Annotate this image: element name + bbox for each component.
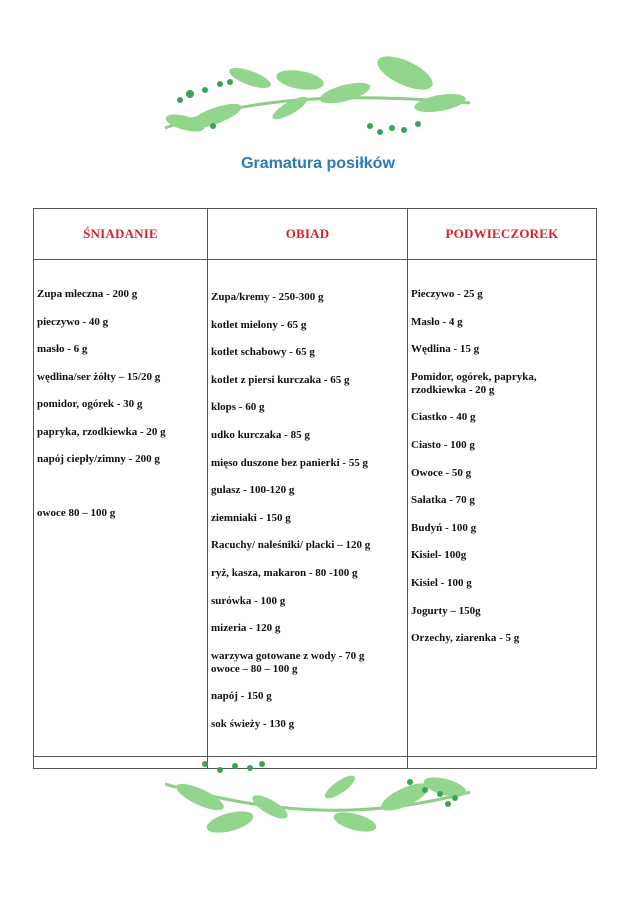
list-item: Masło - 4 g [411, 315, 463, 328]
list-item: napój ciepły/zimny - 200 g [37, 453, 160, 465]
list-item: pomidor, ogórek - 30 g [37, 398, 143, 410]
list-item: Orzechy, ziarenka - 5 g [411, 632, 520, 645]
snack-column [408, 260, 597, 757]
list-item: Budyń - 100 g [411, 521, 477, 534]
list-item: napój - 150 g [211, 690, 272, 703]
list-item: Ciasto - 100 g [411, 438, 475, 451]
list-item: Kisiel- 100g [411, 549, 467, 562]
list-item: Jogurty – 150g [411, 604, 481, 617]
snack-header: PODWIECZOREK [408, 209, 597, 260]
list-item: kotlet z piersi kurczaka - 65 g [211, 373, 350, 386]
list-item: masło - 6 g [37, 343, 88, 355]
list-item: owoce 80 – 100 g [37, 507, 116, 519]
list-item: klops - 60 g [211, 401, 265, 414]
lunch-column [208, 260, 408, 757]
list-item: gulasz - 100-120 g [211, 484, 295, 497]
list-item: mizeria - 120 g [211, 622, 281, 635]
list-item: Zupa mleczna - 200 g [37, 288, 138, 300]
leaf-garland-top-decoration [0, 48, 636, 148]
list-item: Pieczywo - 25 g [411, 288, 483, 300]
list-item: kotlet schabowy - 65 g [211, 346, 315, 359]
list-item: Sałatka - 70 g [411, 494, 475, 507]
list-item: owoce – 80 – 100 g [211, 662, 298, 675]
lunch-header: OBIAD [208, 209, 408, 260]
list-item: pieczywo - 40 g [37, 315, 109, 328]
list-item: ryż, kasza, makaron - 80 -100 g [211, 566, 358, 579]
list-item: papryka, rzodkiewka - 20 g [37, 425, 166, 438]
list-item: sok świeży - 130 g [211, 717, 295, 730]
meal-portions-table [33, 208, 597, 769]
list-item: rzodkiewka - 20 g [411, 383, 495, 396]
list-item: Zupa/kremy - 250-300 g [211, 291, 324, 303]
list-item: Racuchy/ naleśniki/ placki – 120 g [211, 539, 371, 552]
list-item: Ciastko - 40 g [411, 411, 476, 424]
list-item: warzywa gotowane z wody - 70 g [211, 649, 365, 662]
list-item: Kisiel - 100 g [411, 576, 472, 589]
page-title: Gramatura posiłków [241, 155, 395, 172]
leaf-garland-bottom-decoration [0, 752, 636, 852]
list-item: Owoce - 50 g [411, 466, 472, 479]
list-item: Pomidor, ogórek, papryka, [411, 370, 537, 383]
list-item: ziemniaki - 150 g [211, 511, 291, 524]
list-item: wędlina/ser żółty – 15/20 g [37, 370, 161, 383]
list-item: udko kurczaka - 85 g [211, 428, 310, 441]
list-item: Wędlina - 15 g [411, 343, 480, 356]
list-item: surówka - 100 g [211, 594, 286, 607]
breakfast-header: ŚNIADANIE [34, 209, 208, 260]
breakfast-column [34, 260, 208, 757]
list-item: mięso duszone bez panierki - 55 g [211, 456, 369, 469]
list-item: kotlet mielony - 65 g [211, 318, 307, 331]
